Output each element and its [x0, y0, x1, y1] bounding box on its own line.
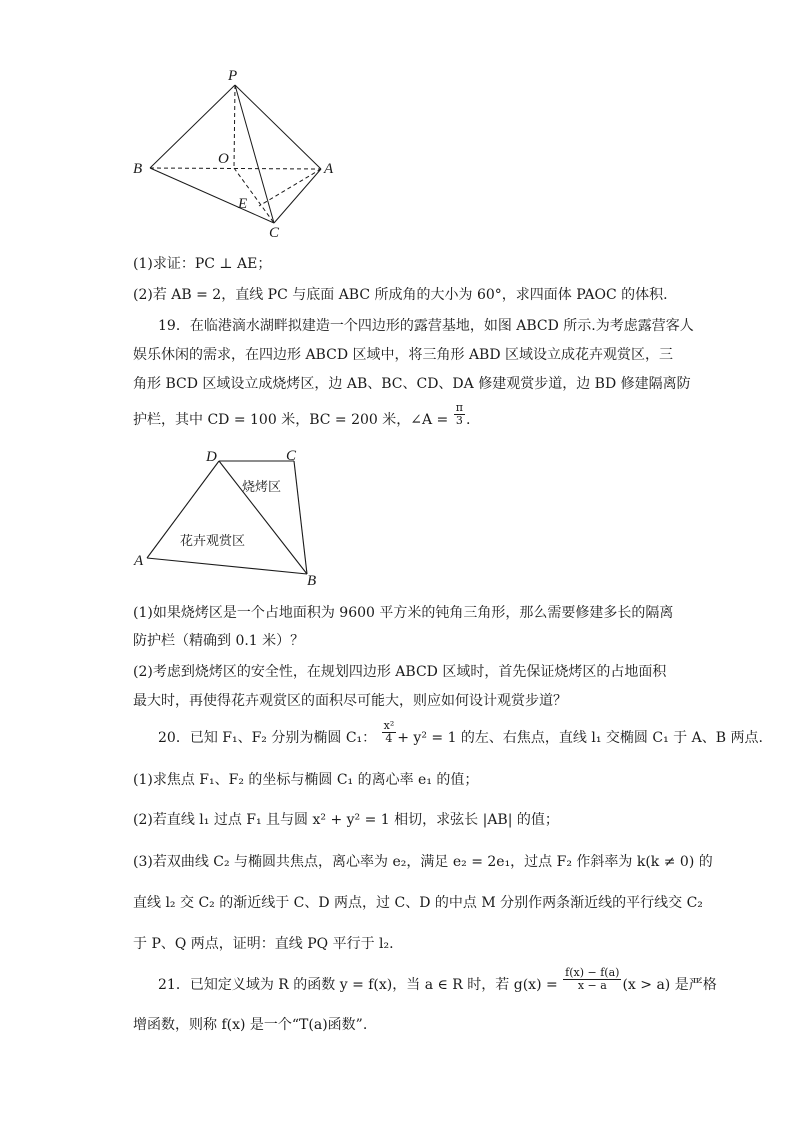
q20-line1-text-a: 20．已知 F₁、F₂ 分别为椭圆 C₁：: [158, 730, 377, 746]
fraction-numerator: f(x) − f(a): [565, 965, 620, 979]
edge-pa: [235, 85, 321, 169]
region-flower-label: 花卉观赏区: [180, 534, 246, 549]
q20-part3-line1: (3)若双曲线 C₂ 与椭圆共焦点，离心率为 e₂，满足 e₂ = 2e₁，过点 F₂ 作斜率为 k(k ≠ 0) 的: [133, 854, 713, 870]
label-a: A: [324, 161, 334, 177]
q19-part2-line1: (2)考虑到烧烤区的安全性，在规划四边形 ABCD 区域时，首先保证烧烤区的占地面积: [133, 664, 667, 680]
q19-line3: 角形 BCD 区域设立成烧烤区，边 AB、BC、CD、DA 修建观赏步道，边 BD 修建隔离防: [133, 376, 691, 392]
q19-line4-end: .: [465, 412, 471, 428]
q19-line4-text: 护栏，其中 CD = 100 米，BC = 200 米，∠A =: [133, 412, 449, 428]
label-b: B: [307, 573, 317, 589]
q18-part2: (2)若 AB = 2，直线 PC 与底面 ABC 所成角的大小为 60°，求四面体 PAOC 的体积.: [133, 287, 668, 303]
fraction-numerator: π: [455, 400, 463, 414]
q19-line1: 19．在临港滴水湖畔拟建造一个四边形的露营基地，如图 ABCD 所示.为考虑露营客人: [158, 318, 694, 334]
q19-part2-line2: 最大时，再使得花卉观赏区的面积尽可能大，则应如何设计观赏步道？: [133, 693, 567, 709]
quadrilateral-figure: [130, 447, 330, 592]
difference-quotient-fraction: [563, 967, 621, 992]
q19-line2: 娱乐休闲的需求，在四边形 ABCD 区域中，将三角形 ABD 区域设立成花卉观赏区，三: [133, 347, 674, 363]
edge-bc: [150, 168, 274, 223]
label-b: B: [133, 161, 143, 177]
region-bbq-label: 烧烤区: [242, 480, 282, 495]
q20-line1: [158, 718, 763, 748]
fraction-numerator: x²: [383, 718, 395, 732]
q19-part1-line1: (1)如果烧烤区是一个占地面积为 9600 平方米的钝角三角形，那么需要修建多长的隔离: [133, 605, 674, 621]
fraction-denominator: 4: [385, 731, 393, 745]
edge-ba: [150, 168, 321, 169]
q21-line1-text-a: 21．已知定义域为 R 的函数 y = f(x)，当 a ∈ R 时，若 g(x) =: [158, 977, 558, 993]
edge-ae: [259, 169, 321, 206]
label-d: D: [206, 449, 217, 465]
q18-part1: (1)求证：PC ⊥ AE；: [133, 256, 272, 272]
tetrahedron-figure: [128, 65, 358, 240]
q21-line2: 增函数，则称 f(x) 是一个“T(a)函数”.: [133, 1017, 368, 1033]
pi-over-3-fraction: [454, 402, 465, 427]
label-c: C: [286, 448, 297, 464]
q21-line1-text-b: (x > a) 是严格: [622, 977, 717, 993]
q20-part1: (1)求焦点 F₁、F₂ 的坐标与椭圆 C₁ 的离心率 e₁ 的值；: [133, 772, 479, 788]
label-p: P: [228, 68, 238, 84]
edge-ba: [147, 558, 307, 574]
q19-line4: [133, 400, 673, 430]
fraction-denominator: 3: [455, 413, 463, 427]
q19-part1-line2: 防护栏（精确到 0.1 米）？: [133, 633, 305, 649]
q20-part3-line2: 直线 l₂ 交 C₂ 的渐近线于 C、D 两点，过 C、D 的中点 M 分别作两条渐近线的平行线交 C₂: [133, 895, 703, 911]
fraction-denominator: x − a: [577, 978, 607, 992]
edge-db: [219, 461, 307, 574]
label-c: C: [269, 225, 280, 240]
q20-part3-line3: 于 P、Q 两点，证明：直线 PQ 平行于 l₂.: [133, 936, 394, 952]
q20-line1-text-b: + y² = 1 的左、右焦点，直线 l₁ 交椭圆 C₁ 于 A、B 两点.: [397, 730, 763, 746]
label-o: O: [218, 151, 229, 167]
label-a: A: [134, 553, 144, 569]
q21-line1: [158, 965, 717, 995]
edge-cb: [294, 461, 307, 574]
label-e: E: [238, 196, 248, 212]
ellipse-fraction: [382, 720, 397, 745]
q20-part2: (2)若直线 l₁ 过点 F₁ 且与圆 x² + y² = 1 相切，求弦长 |AB| 的值；: [133, 812, 559, 828]
edge-ac: [274, 169, 321, 223]
edge-po: [234, 85, 235, 168]
